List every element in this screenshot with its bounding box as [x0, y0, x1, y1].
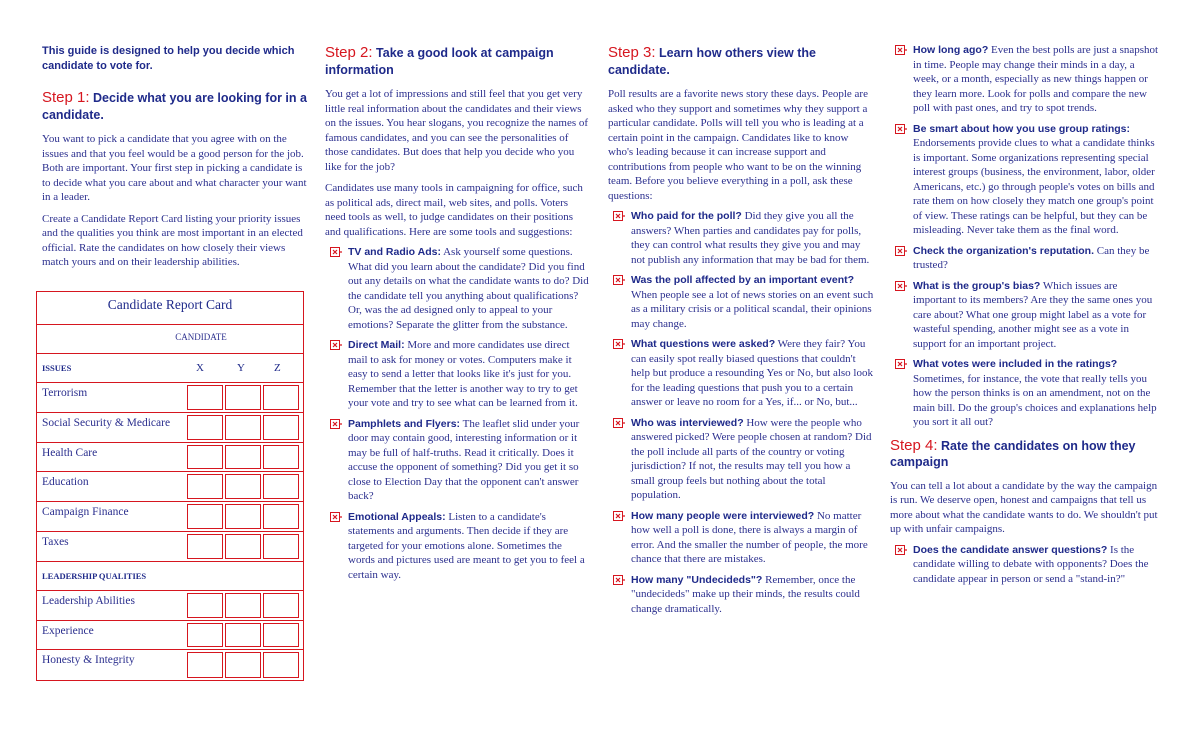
poll-question-item: [608, 416, 874, 503]
candidate-x-label: X: [196, 362, 204, 374]
quality-row: [37, 621, 303, 651]
rating-cell-x[interactable]: [187, 534, 223, 559]
check-box-arrow-icon: [895, 44, 907, 56]
bullet-label: Who was interviewed?: [631, 416, 744, 429]
rating-cells: [187, 504, 299, 529]
step3-paragraph-1: Poll results are a favorite news story these days. People are asked who they support and sometimes why they support a particular candidate. Polls will tell you who is leading at a certain point in the campaign. Candidates like to know who's leading because it can increase support and contributions from people who want to be on the winning team. Before you believe everything in a poll, ask these questions:: [608, 88, 868, 202]
column-2: [325, 0, 591, 582]
rating-cell-x[interactable]: [187, 445, 223, 470]
bullet-label: Emotional Appeals:: [348, 510, 446, 523]
issue-label: Terrorism: [42, 387, 88, 399]
bullet-label: TV and Radio Ads:: [348, 246, 441, 258]
emotional-appeals-item: [325, 510, 591, 583]
bullet-label: What votes were included in the ratings?: [913, 358, 1118, 370]
leadership-header: [37, 562, 303, 591]
candidate-z-label: Z: [274, 362, 281, 374]
issue-label: Taxes: [42, 535, 69, 548]
step4-paragraph: You can tell a lot about a candidate by the way the campaign is run. We deserve open, honest and campaigns that tell us more about what the candidate wants to do. We shouldn't put up with unfair campaigns.: [890, 479, 1158, 535]
bullet-label: Be smart about how you use group ratings:: [913, 122, 1131, 135]
check-box-arrow-icon: [895, 123, 907, 135]
issue-row: [37, 472, 303, 502]
bullet-label: Who paid for the poll?: [631, 210, 742, 222]
direct-mail-item: [325, 338, 591, 411]
check-box-arrow-icon: [330, 339, 342, 351]
check-box-arrow-icon: [330, 418, 342, 430]
step1-number: Step 1:: [42, 89, 90, 106]
bullet-text: How were the people who answered picked? Were people chosen at random? Did the poll include all parts of the country or voting jurisdiction? If not, the results may tell you how a small group feels but nothing about the total population.: [631, 416, 872, 501]
rating-cell-z[interactable]: [263, 623, 299, 648]
rating-cell-x[interactable]: [187, 623, 223, 648]
bullet-label: How long ago?: [913, 44, 989, 56]
issue-label: Social Security & Medicare: [42, 416, 171, 429]
check-box-arrow-icon: [613, 210, 625, 222]
check-box-arrow-icon: [613, 338, 625, 350]
issue-row: [37, 443, 303, 473]
bullet-label: Was the poll affected by an important event?: [631, 274, 855, 286]
bullet-text: Were they fair? You can easily spot really biased questions that couldn't help but produce a resounding Yes or No, but also look for the leading questions that push you to a certain answer or leave no room for a Yes, if... or No, but...: [631, 338, 873, 408]
candidate-report-card: [36, 291, 304, 681]
bullet-label: How many "Undecideds"?: [631, 573, 763, 586]
rating-cell-y[interactable]: [225, 593, 261, 618]
poll-question-item: [608, 273, 874, 331]
rating-cells: [187, 415, 299, 440]
candidate-label: CANDIDATE: [37, 325, 303, 354]
bullet-text: Can they be trusted?: [913, 244, 1150, 271]
step1-paragraph-2: Create a Candidate Report Card listing your priority issues and the qualities you think are most important in an elected official. Rate the candidates on how closely their views match yours and on their leadership abilities.: [42, 212, 303, 268]
rating-cell-y[interactable]: [225, 623, 261, 648]
check-box-arrow-icon: [895, 280, 907, 292]
issues-header: [37, 354, 303, 383]
rating-cell-y[interactable]: [225, 474, 261, 499]
check-box-arrow-icon: [895, 358, 907, 370]
step2-paragraph-2: Candidates use many tools in campaigning for office, such as political ads, direct mail, web sites, and polls. Voters need tools as well, to judge candidates on their positions and qualifications. Here are some tools and suggestions:: [325, 182, 583, 238]
group-ratings-item: [890, 122, 1160, 238]
issue-row: [37, 532, 303, 562]
rating-cells: [187, 652, 299, 678]
check-box-arrow-icon: [330, 511, 342, 523]
poll-question-item: [608, 209, 874, 267]
bullet-text: Endorsements provide clues to what a candidate thinks is important. Some organizations representing special interest groups (business, the environment, labor, older Americans, etc.) go through people's votes on bills and rate them on how closely they match one group's point of view. These ratings can be helpful, but they can be misleading. Never take them as the final word.: [913, 137, 1155, 236]
rating-cell-x[interactable]: [187, 385, 223, 410]
rating-cell-z[interactable]: [263, 445, 299, 470]
column-4: [890, 0, 1160, 586]
rating-cell-z[interactable]: [263, 415, 299, 440]
step2-title: Take a good look at campaign information: [325, 46, 554, 77]
campaign-question-item: [890, 543, 1160, 587]
bullet-text: Remember, once the "undecideds" make up their minds, the results could change dramatically.: [631, 573, 860, 615]
quality-row: [37, 650, 303, 680]
check-box-arrow-icon: [613, 274, 625, 286]
bullet-text: More and more candidates use direct mail to ask for money or votes. Computers make it easy to send a letter that looks like it's just for you. Remember that the letter is another way to try to get your vote and try to see what can be learned from it.: [348, 339, 578, 409]
pamphlets-flyers-item: [325, 417, 591, 504]
issue-label: Campaign Finance: [42, 506, 129, 519]
group-ratings-item: [890, 279, 1160, 352]
rating-cell-z[interactable]: [263, 652, 299, 678]
intro-text: This guide is designed to help you decide which candidate to vote for.: [42, 45, 295, 72]
quality-label: Experience: [42, 624, 94, 637]
rating-cell-x[interactable]: [187, 593, 223, 618]
column-1: [42, 0, 308, 270]
bullet-label: How many people were interviewed?: [631, 509, 815, 522]
quality-row: [37, 591, 303, 621]
issue-row: [37, 383, 303, 413]
rating-cell-x[interactable]: [187, 652, 223, 678]
rating-cell-z[interactable]: [263, 593, 299, 618]
bullet-label: Check the organization's reputation.: [913, 244, 1095, 257]
leadership-label: LEADERSHIP QUALITIES: [42, 570, 147, 581]
bullet-text: Listen to a candidate's statements and arguments. Then decide if they are targeted for your emotions alone. Sometimes the words and pictures used are meant to get you to feel a certain way.: [348, 510, 585, 581]
bullet-text: When people see a lot of news stories on an event such as a military crisis or a political scandal, their opinions may change.: [631, 288, 874, 330]
step3-number: Step 3:: [608, 44, 656, 61]
rating-cell-y[interactable]: [225, 504, 261, 529]
rating-cell-z[interactable]: [263, 504, 299, 529]
rating-cell-y[interactable]: [225, 445, 261, 470]
group-ratings-item: [890, 244, 1160, 273]
issues-label: ISSUES: [42, 363, 72, 373]
rating-cell-z[interactable]: [263, 474, 299, 499]
group-ratings-item: [890, 357, 1160, 430]
rating-cell-y[interactable]: [225, 385, 261, 410]
rating-cell-x[interactable]: [187, 474, 223, 499]
rating-cells: [187, 445, 299, 470]
bullet-label: Pamphlets and Flyers:: [348, 417, 461, 430]
rating-cell-y[interactable]: [225, 415, 261, 440]
check-box-arrow-icon: [330, 246, 342, 258]
bullet-label: Direct Mail:: [348, 339, 405, 351]
bullet-text: The leaflet slid under your door may contain good, interesting information or it may be full of half-truths. Read it critically. Does it accuse the opponent of something? Did you get it so close to Election Day that the opponent can't answer back?: [348, 417, 580, 502]
poll-question-item: [608, 337, 874, 410]
quality-label: Leadership Abilities: [42, 594, 135, 607]
rating-cell-z[interactable]: [263, 385, 299, 410]
poll-question-item: [608, 573, 874, 617]
step4-number: Step 4:: [890, 436, 938, 454]
check-box-arrow-icon: [613, 510, 625, 522]
check-box-arrow-icon: [613, 417, 625, 429]
bullet-text: Is the candidate willing to debate with opponents? Does the candidate appear in person or send a "stand-in?": [913, 543, 1149, 585]
report-card-title: Candidate Report Card: [37, 292, 303, 325]
check-box-arrow-icon: [895, 245, 907, 257]
candidate-y-label: Y: [237, 362, 245, 374]
issue-label: Education: [42, 476, 89, 489]
rating-cells: [187, 593, 299, 618]
poll-question-item: [608, 509, 874, 567]
step2-number: Step 2:: [325, 44, 373, 61]
step1-heading: [42, 90, 308, 123]
step1-paragraph-1: You want to pick a candidate that you agree with on the issues and that you feel would be a good person for the job. Both are important. Your first step in picking a candidate is to decide what you care about and what character your want in a leader.: [42, 133, 307, 203]
bullet-label: Does the candidate answer questions?: [913, 543, 1108, 556]
bullet-text: Which issues are important to its members? Are they the same ones you care about? What one group might label as a vote for wasteful spending, another might see as a vote in support for an important project.: [913, 279, 1153, 350]
step4-title: Rate the candidates on how they campaign: [890, 438, 1136, 469]
rating-cells: [187, 385, 299, 410]
column-3: [608, 0, 874, 616]
rating-cells: [187, 534, 299, 559]
bullet-label: What questions were asked?: [631, 338, 776, 350]
check-box-arrow-icon: [895, 544, 907, 556]
issue-label: Health Care: [42, 446, 98, 459]
bullet-text: Sometimes, for instance, the vote that really tells you how the person thinks is on an amendment, not on the main bill. Do the group's choices and explanations help you sort it all out?: [913, 372, 1157, 428]
bullet-label: What is the group's bias?: [913, 279, 1041, 292]
step2-heading: [325, 45, 591, 78]
step3-title: Learn how others view the candidate.: [608, 46, 817, 77]
quality-label: Honesty & Integrity: [42, 654, 135, 667]
bullet-text: Ask yourself some questions. What did you learn about the candidate? Did you find out any details on what the candidate wants to do? Did the candidate tell you anything about qualifications? Or, was the ad designed only to appeal to your emotions? Separate the glitter from the substance.: [348, 246, 589, 331]
check-box-arrow-icon: [613, 574, 625, 586]
issue-row: [37, 413, 303, 443]
rating-cell-z[interactable]: [263, 534, 299, 559]
rating-cells: [187, 474, 299, 499]
rating-cell-x[interactable]: [187, 415, 223, 440]
bullet-text: No matter how well a poll is done, there is always a margin of error. And the smaller the number of people, the more chance that there are mistakes.: [631, 509, 868, 565]
tv-radio-ads-item: [325, 245, 591, 332]
rating-cell-y[interactable]: [225, 534, 261, 559]
step2-paragraph-1: You get a lot of impressions and still feel that you get very little real information about the candidates and their views on the issues. You hear slogans, you recognize the names of famous candidates, and you can see the personalities of those candidates. But does that help you decide who you like for the job?: [325, 88, 589, 173]
rating-cells: [187, 623, 299, 648]
step4-heading: [890, 438, 1160, 471]
issue-row: [37, 502, 303, 532]
step1-title: Decide what you are looking for in a candidate.: [42, 91, 307, 122]
bullet-text: Did they give you all the answers? When parties and candidates pay for polls, they can control what results they give you and may not publish any information that may be bad for them.: [631, 210, 870, 266]
step3-heading: [608, 45, 874, 78]
rating-cell-x[interactable]: [187, 504, 223, 529]
bullet-text: Even the best polls are just a snapshot in time. People may change their minds in a day, a week, or a month, especially as new things happen or they learn more. Look for polls and compare the new poll with past ones, and try to spot trends.: [913, 44, 1159, 114]
rating-cell-y[interactable]: [225, 652, 261, 678]
poll-question-item: [890, 43, 1160, 116]
